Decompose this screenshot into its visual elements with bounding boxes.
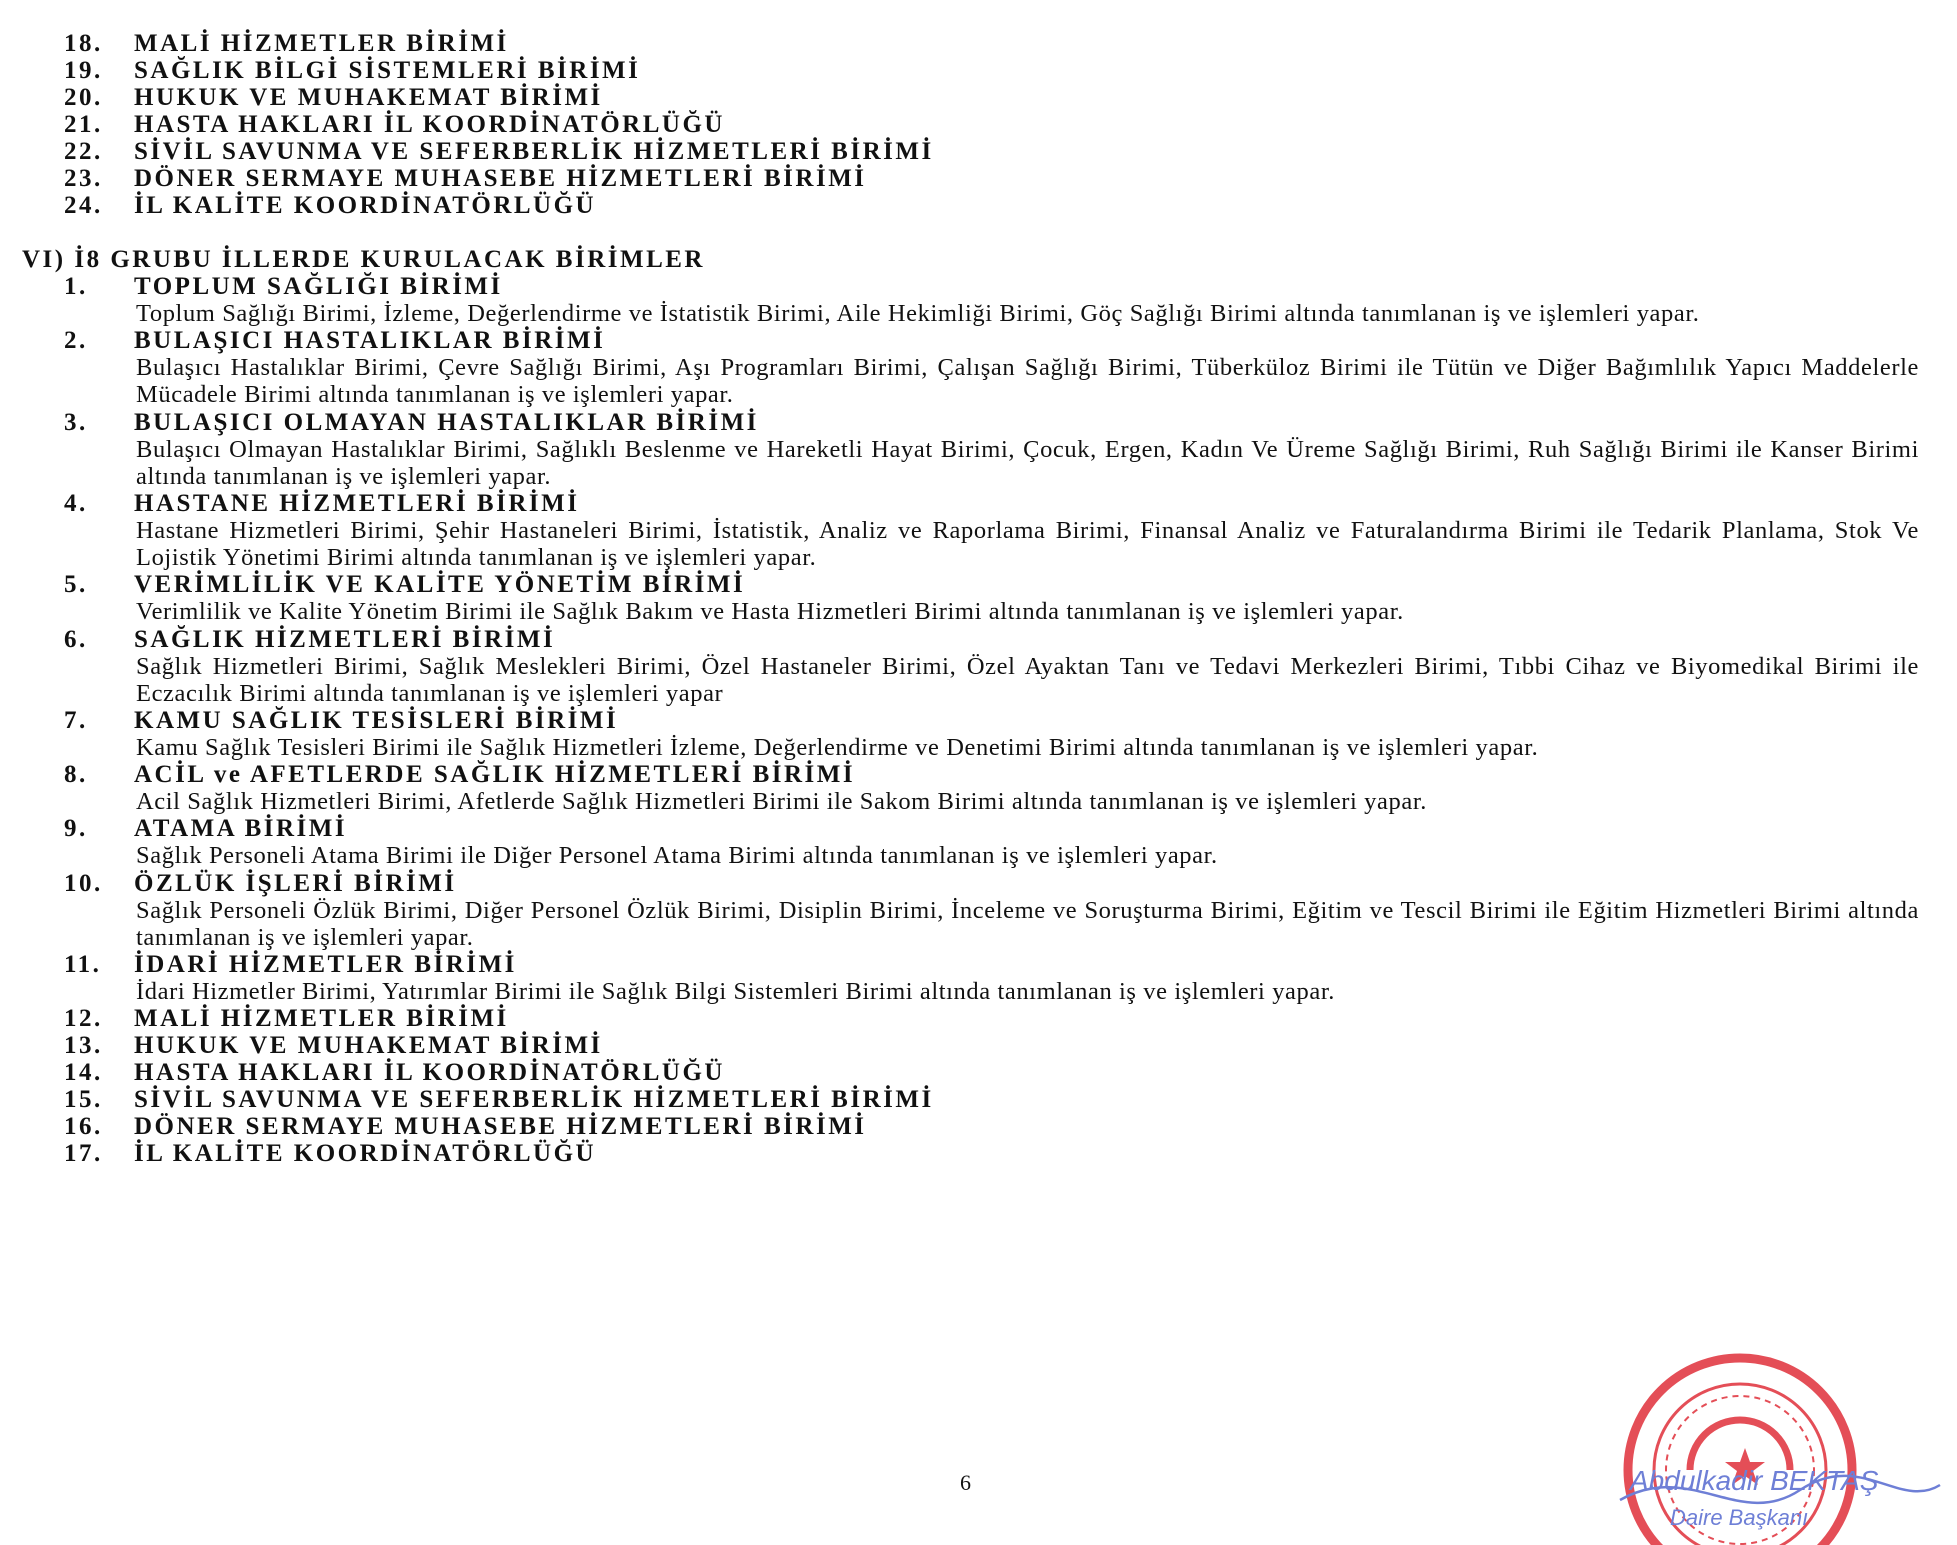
item-title: HUKUK VE MUHAKEMAT BİRİMİ	[134, 1032, 603, 1060]
list-item	[64, 571, 1919, 625]
item-number: 23.	[64, 165, 103, 192]
item-number: 14.	[64, 1059, 103, 1087]
item-number: 16.	[64, 1113, 103, 1141]
list-item	[64, 1032, 1919, 1059]
item-number: 2.	[64, 327, 88, 355]
list-item	[64, 1059, 1919, 1086]
list-item	[64, 138, 1564, 165]
item-title: HASTA HAKLARI İL KOORDİNATÖRLÜĞÜ	[134, 111, 725, 138]
item-title: HASTANE HİZMETLERİ BİRİMİ	[134, 490, 580, 518]
page-number: 6	[960, 1470, 971, 1495]
item-title: İL KALİTE KOORDİNATÖRLÜĞÜ	[134, 192, 597, 219]
item-title: SİVİL SAVUNMA VE SEFERBERLİK HİZMETLERİ BİRİMİ	[134, 138, 934, 165]
item-title: MALİ HİZMETLER BİRİMİ	[134, 30, 509, 57]
item-title: İL KALİTE KOORDİNATÖRLÜĞÜ	[134, 1140, 597, 1168]
list-item	[64, 1140, 1919, 1167]
item-number: 4.	[64, 490, 88, 518]
item-title: DÖNER SERMAYE MUHASEBE HİZMETLERİ BİRİMİ	[134, 1113, 867, 1141]
unit-list	[64, 273, 1919, 1167]
signature-title: Daire Başkanı	[1670, 1505, 1809, 1530]
item-number: 1.	[64, 273, 88, 300]
item-title: KAMU SAĞLIK TESİSLERİ BİRİMİ	[134, 707, 619, 735]
item-number: 22.	[64, 138, 103, 165]
item-title: DÖNER SERMAYE MUHASEBE HİZMETLERİ BİRİMİ	[134, 165, 867, 192]
item-description: Sağlık Hizmetleri Birimi, Sağlık Meslekleri Birimi, Özel Hastaneler Birimi, Özel Ayaktan Tanı ve Tedavi Merkezleri Birimi, Tıbbi Cihaz ve Biyomedikal Birimi ile Eczacılık Birimi altında tanımlanan iş ve işlemleri yapar	[136, 652, 1919, 707]
official-seal	[1540, 1340, 1957, 1540]
item-title: BULAŞICI OLMAYAN HASTALIKLAR BİRİMİ	[134, 408, 759, 436]
list-item	[64, 192, 1564, 219]
item-description: Toplum Sağlığı Birimi, İzleme, Değerlendirme ve İstatistik Birimi, Aile Hekimliği Birimi, Göç Sağlığı Birimi altında tanımlanan iş ve işlemleri yapar.	[136, 300, 1700, 327]
item-number: 17.	[64, 1140, 103, 1168]
item-title: HUKUK VE MUHAKEMAT BİRİMİ	[134, 84, 603, 111]
list-item	[64, 165, 1564, 192]
list-item	[64, 84, 1564, 111]
list-item	[64, 1086, 1919, 1113]
item-title: TOPLUM SAĞLIĞI BİRİMİ	[134, 273, 503, 300]
item-title: SİVİL SAVUNMA VE SEFERBERLİK HİZMETLERİ BİRİMİ	[134, 1086, 934, 1114]
item-number: 21.	[64, 111, 103, 138]
item-title: ÖZLÜK İŞLERİ BİRİMİ	[134, 869, 457, 897]
item-title: SAĞLIK BİLGİ SİSTEMLERİ BİRİMİ	[134, 57, 641, 84]
item-number: 11.	[64, 951, 102, 979]
list-item	[64, 327, 1919, 408]
item-title: BULAŞICI HASTALIKLAR BİRİMİ	[134, 327, 606, 355]
item-description: Kamu Sağlık Tesisleri Birimi ile Sağlık Hizmetleri İzleme, Değerlendirme ve Denetimi Birimi altında tanımlanan iş ve işlemleri yapar.	[136, 734, 1539, 762]
list-item	[64, 870, 1919, 951]
item-number: 10.	[64, 869, 103, 897]
item-description: Bulaşıcı Olmayan Hastalıklar Birimi, Sağlıklı Beslenme ve Hareketli Hayat Birimi, Çocuk, Ergen, Kadın Ve Üreme Sağlığı Birimi, Ruh Sağlığı Birimi ile Kanser Birimi altında tanımlanan iş ve işlemleri yapar.	[136, 435, 1919, 490]
list-item	[64, 815, 1919, 869]
item-description: Bulaşıcı Hastalıklar Birimi, Çevre Sağlığı Birimi, Aşı Programları Birimi, Çalışan Sağlığı Birimi, Tüberküloz Birimi ile Tütün ve Diğer Bağımlılık Yapıcı Maddelerle Mücadele Birimi altında tanımlanan iş ve işlemleri yapar.	[136, 354, 1919, 409]
signature-name: Abdulkadir BEKTAŞ	[1630, 1465, 1879, 1496]
seal-icon	[1540, 1340, 1957, 1540]
item-number: 12.	[64, 1005, 103, 1033]
item-number: 18.	[64, 30, 103, 57]
list-item	[64, 57, 1564, 84]
item-title: ACİL ve AFETLERDE SAĞLIK HİZMETLERİ BİRİMİ	[134, 761, 856, 789]
item-number: 8.	[64, 761, 88, 789]
item-number: 3.	[64, 408, 88, 436]
item-number: 5.	[64, 571, 88, 599]
top-unit-list	[64, 30, 1564, 219]
item-title: MALİ HİZMETLER BİRİMİ	[134, 1005, 509, 1033]
list-item	[64, 111, 1564, 138]
list-item	[64, 626, 1919, 707]
section-heading: VI) İ8 GRUBU İLLERDE KURULACAK BİRİMLER	[22, 246, 705, 273]
item-description: İdari Hizmetler Birimi, Yatırımlar Birimi ile Sağlık Bilgi Sistemleri Birimi altında tanımlanan iş ve işlemleri yapar.	[136, 978, 1335, 1006]
item-title: HASTA HAKLARI İL KOORDİNATÖRLÜĞÜ	[134, 1059, 725, 1087]
list-item	[64, 707, 1919, 761]
item-number: 20.	[64, 84, 103, 111]
item-title: ATAMA BİRİMİ	[134, 815, 348, 843]
item-number: 9.	[64, 815, 88, 843]
item-number: 13.	[64, 1032, 103, 1060]
item-number: 24.	[64, 192, 103, 219]
item-number: 19.	[64, 57, 103, 84]
item-title: İDARİ HİZMETLER BİRİMİ	[134, 951, 517, 979]
list-item	[64, 1113, 1919, 1140]
item-description: Sağlık Personeli Özlük Birimi, Diğer Personel Özlük Birimi, Disiplin Birimi, İnceleme ve Soruşturma Birimi, Eğitim ve Tescil Birimi ile Eğitim Hizmetleri Birimi altında tanımlanan iş ve işlemleri yapar.	[136, 896, 1919, 951]
list-item	[64, 1005, 1919, 1032]
list-item	[64, 273, 1919, 327]
list-item	[64, 490, 1919, 571]
item-description: Sağlık Personeli Atama Birimi ile Diğer Personel Atama Birimi altında tanımlanan iş ve işlemleri yapar.	[136, 842, 1218, 870]
list-item	[64, 409, 1919, 490]
item-description: Acil Sağlık Hizmetleri Birimi, Afetlerde Sağlık Hizmetleri Birimi ile Sakom Birimi altında tanımlanan iş ve işlemleri yapar.	[136, 788, 1427, 816]
item-number: 6.	[64, 625, 88, 653]
item-title: SAĞLIK HİZMETLERİ BİRİMİ	[134, 625, 556, 653]
item-number: 15.	[64, 1086, 103, 1114]
item-number: 7.	[64, 707, 88, 735]
item-title: VERİMLİLİK VE KALİTE YÖNETİM BİRİMİ	[134, 571, 746, 599]
list-item	[64, 761, 1919, 815]
list-item	[64, 951, 1919, 1005]
list-item	[64, 30, 1564, 57]
item-description: Verimlilik ve Kalite Yönetim Birimi ile Sağlık Bakım ve Hasta Hizmetleri Birimi altında tanımlanan iş ve işlemleri yapar.	[136, 598, 1404, 626]
item-description: Hastane Hizmetleri Birimi, Şehir Hastaneleri Birimi, İstatistik, Analiz ve Raporlama Birimi, Finansal Analiz ve Faturalandırma Birimi ile Tedarik Planlama, Stok Ve Lojistik Yönetimi Birimi altında tanımlanan iş ve işlemleri yapar.	[136, 517, 1919, 572]
